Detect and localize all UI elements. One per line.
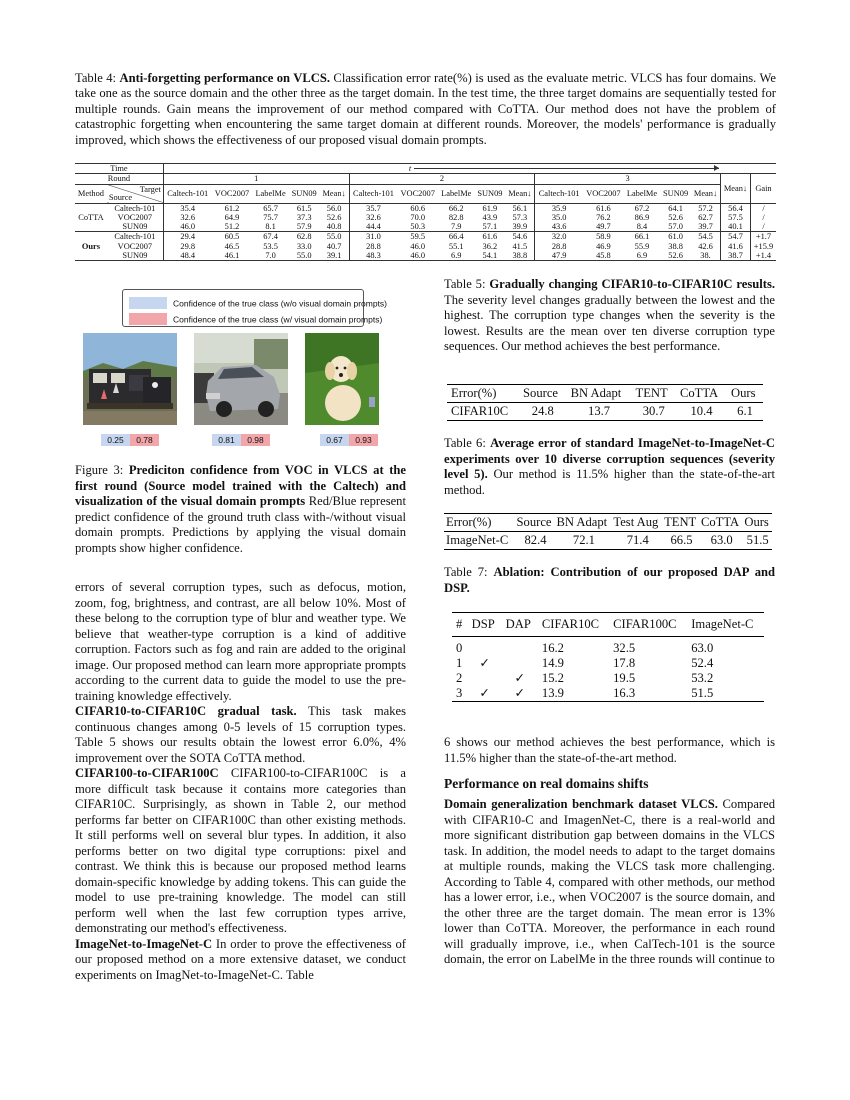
table-cell: 41.6 [721,242,751,251]
fig3-legend: Confidence of the true class (w/o visual domain prompts) Confidence of the true class (w/ visual domain prompts) [122,289,364,327]
table-cell: 61.6 [482,232,498,242]
table-cell: 8.4 [636,222,648,232]
table-cell: 16.2 [541,641,564,655]
confidence-wo-car: 0.81 [212,434,241,446]
table-cell: 46.1 [224,251,240,261]
table-cell: 40.1 [721,222,751,232]
table-cell: 54.1 [482,251,498,261]
confidence-wo-train: 0.25 [101,434,130,446]
table-cell: SUN09 [107,251,164,261]
table-cell: 62.8 [296,232,312,242]
table-cell [502,656,538,671]
table-cell [468,671,502,686]
table-cell: 56.4 [721,203,751,213]
table-cell: 55.1 [448,241,464,251]
table-cell: 67.2 [634,203,650,213]
table-cell: 29.4 [180,232,196,242]
table-cell: 63.0 [691,641,714,655]
confidence-wo-dog: 0.67 [320,434,349,446]
table-cell: Gain [755,183,772,193]
table-cell: 46.0 [410,251,426,261]
time-arrow [414,168,719,169]
table-row: ImageNet-C 82.4 72.1 71.4 66.5 63.0 51.5 [444,532,772,550]
confidence-w-train: 0.78 [130,434,159,446]
table-cell: Mean↓ [721,174,751,203]
arrow-head-icon [714,165,719,171]
table6 [444,513,772,550]
table-cell: 3 [535,174,721,184]
table-cell: 57.5 [721,213,751,222]
table-cell: 51.2 [224,222,240,232]
table-cell: 16.3 [613,686,636,700]
table-cell: ✓ [479,686,490,700]
paragraph: errors of several corruption types, such as defocus, motion, zoom, fog, brightness, and contrast, are all below 10%. Most of these belong to the corruption type of blur and weather type. We believe that weather-type corruption is a kind of additive corruption. Factors such as fog and rain are added to the original image. Our proposed method can learn more appropriate prompts according to the current data to guide the model to use the pre-training knowledge effectively. [75,580,406,703]
table-row [75,203,776,213]
table-cell: 75.7 [263,212,278,222]
table-cell: 32.5 [613,641,636,655]
legend-swatch-blue [129,297,167,309]
table-cell: LabelMe [441,188,472,198]
table-cell: 50.3 [410,222,426,232]
left-column-text [75,580,406,983]
table-cell: 48.4 [180,251,196,261]
table-cell: 65.7 [263,203,278,213]
table-cell: 0 [456,641,463,655]
confidence-w-car: 0.98 [241,434,270,446]
table-cell: 32.0 [551,232,567,242]
table-cell: 51.5 [691,686,714,700]
table-cell: 33.0 [296,241,312,251]
table-cell [502,637,538,657]
table-cell: 39.7 [691,222,720,232]
table-row [75,222,776,232]
table-cell: 61.9 [482,203,498,213]
table-cell: VOC2007 [214,188,250,198]
table-cell: VOC2007 [107,213,164,222]
table-cell: 13.9 [541,686,564,700]
table-cell: 36.2 [482,241,498,251]
table-cell: 55.0 [320,232,349,242]
table-cell: 64.9 [224,212,240,222]
table7-caption: Table 7: Ablation: Contribution of our proposed DAP and DSP. [444,565,775,595]
table-cell: 29.8 [180,241,196,251]
table-cell: 40.8 [320,222,349,232]
confidence-pair-car [212,434,270,446]
table-cell: 52.6 [668,251,683,261]
table-cell: SUN09 [477,188,503,198]
table-header-row: Error(%) Source BN Adapt Test Aug TENT CoTTA Ours [444,514,772,532]
table-cell: 46.5 [224,241,240,251]
table-cell [163,164,720,174]
table-cell: VOC2007 [107,242,164,251]
table-cell: 82.8 [448,212,464,222]
table-cell: 7.0 [265,251,276,261]
table4-caption: Table 4: Anti-forgetting performance on VLCS. Classification error rate(%) is used as the evaluate metric. VLCS has four domains. We take one as the source domain and the other three as the target domain. In the test time, the three target domains are sequentially tested for multiple rounds. Gain means the improvement of our method compared with CoTTA. Our method does not have the problem of catastrophic forgetting when encountering the same target domain at different rounds. Moreover, the models' performance is gradually improved, which shows the effectiveness of our proposed visual domain prompts. [75,71,776,147]
table-cell [468,637,502,657]
table-cell: 7.9 [451,222,462,232]
table-cell: 52.6 [668,212,683,222]
table-row [452,686,764,702]
table6-caption: Table 6: Average error of standard ImageNet-to-ImageNet-C experiments over 10 diverse corruption sequences (severity level 5). Our method is 11.5% higher than the state-of-the-art method. [444,436,776,497]
table-cell: 45.8 [596,251,611,261]
table-cell: 54.5 [691,232,720,242]
table-cell: 58.9 [596,232,611,242]
table-row [75,232,776,242]
table-cell: 6.9 [451,251,462,261]
table-cell: 61.0 [668,232,683,242]
table-cell: Mean↓ [320,184,349,203]
table-cell: 76.2 [596,212,611,222]
table-cell: 8.1 [265,222,276,232]
table-cell: 57.1 [482,222,498,232]
table-cell: ✓ [479,656,490,670]
paragraph: 6 shows our method achieves the best performance, which is 11.5% higher than the state-of-the-art method. [444,735,775,765]
table-cell: 60.5 [224,232,240,242]
table-cell: 66.2 [448,203,464,213]
table-cell: 52.6 [320,213,349,222]
source-label: Source [108,193,133,203]
right-column-text: Domain generalization benchmark dataset VLCS. Compared with CIFAR10-C and ImagenNet-C, there is a real-world and more significant distribution gap between domains in the VLCS task. In addition, the model needs to adapt to the target domains at multiple rounds, making the VLCS task more challenging. According to Table 4, compared with other methods, our method has a lower error, i.e., when VOC2007 is the source domain, and the other three are the target domain. The mean error is 13% lower than CoTTA. Moreover, the performance in each round will gradually improve, i.e., when CalTech-101 is the source domain, the error on LabelMe in the three rounds will continue to [444,797,775,966]
table-cell: VOC2007 [400,188,435,198]
table-cell: 57.3 [505,213,534,222]
table-cell: ✓ [514,686,526,700]
table-cell: 2 [349,174,535,184]
table-cell: 55.0 [296,251,312,261]
table-cell: Caltech-101 [167,188,209,198]
car-photo [194,333,288,425]
table-cell: 37.3 [296,212,312,222]
table-cell: Caltech-101 [352,188,394,198]
table-cell: 46.9 [596,241,611,251]
table-row [75,213,776,222]
table-cell: 35.0 [551,212,567,222]
table-cell: 43.6 [551,222,567,232]
table-cell: 46.0 [180,222,196,232]
table-cell: 28.8 [551,241,567,251]
table-cell: 6.9 [636,251,648,261]
table-cell: Ours [81,241,101,251]
table-cell: VOC2007 [586,188,621,198]
table-cell: 17.8 [613,656,636,670]
table-cell: 61.2 [224,203,240,213]
table-cell: 57.2 [691,203,720,213]
table-header-row: Error(%) Source BN Adapt TENT CoTTA Ours [447,385,763,403]
table-cell: / [762,222,765,232]
table-cell: 66.1 [634,232,650,242]
table-cell: 62.7 [691,213,720,222]
table-cell: Caltech-101 [538,188,580,198]
table4-time-row [75,164,776,174]
table-cell [721,164,751,174]
table-cell: 38.8 [505,251,534,261]
table-cell: 39.1 [320,251,349,261]
table-cell: 47.9 [551,251,567,261]
table-row [452,637,764,657]
table-cell: SUN09 [663,188,689,198]
table-cell: 56.1 [505,203,534,213]
table-cell: / [762,203,765,213]
table-cell: +15.9 [753,241,774,251]
table-cell: 59.5 [410,232,426,242]
table-cell: 43.9 [482,212,498,222]
table-cell: 54.6 [505,232,534,242]
table-cell: 19.5 [613,671,636,685]
table-cell: Time [75,164,163,174]
table-cell: 61.5 [296,203,312,213]
table7 [452,612,764,702]
table-cell: 38. [691,251,720,261]
table-cell: 31.0 [366,232,381,242]
table-cell: 60.6 [410,203,426,213]
table-cell: 46.0 [410,241,426,251]
table-cell: 55.9 [634,241,650,251]
table-cell: ✓ [514,671,526,685]
table-cell: 15.2 [541,671,564,685]
table-row [452,656,764,671]
table-cell: 64.1 [668,203,683,213]
table-cell: 44.4 [366,222,381,232]
table-cell: 1 [163,174,349,184]
table-cell: 32.6 [366,212,381,222]
table-header-row: # DSP DAP CIFAR10C CIFAR100C ImageNet-C [452,613,764,637]
table-cell: 38.7 [721,251,751,261]
table-cell: Round [75,174,163,184]
table-cell: 56.0 [320,203,349,213]
table-row [75,242,776,251]
table5 [447,384,763,421]
table4-header-row [75,184,776,203]
table-cell: 1 [456,656,463,670]
table-cell: 70.0 [410,212,426,222]
table-cell: 66.4 [448,232,464,242]
table-cell: 86.9 [634,212,650,222]
table-cell: 57.9 [296,222,312,232]
paragraph: CIFAR10-to-CIFAR10C gradual task. This task makes continuous changes among 0-5 levels of 15 corruption types. Table 5 shows our results obtain the lowest error 6.0%, 4% improvement over the SOTA CoTTA method. [75,704,406,765]
legend-swatch-red [129,313,167,325]
table-cell: 14.9 [541,656,564,670]
table-cell: +1.4 [755,251,772,261]
figure3-caption: Figure 3: Prediciton confidence from VOC in VLCS at the first round (Source model trained with the Caltech) and visualization of the visual domain prompts Red/Blue represent predict confidence of the ground truth class with-/without visual domain prompts. Predictions by applying the visual domain prompts show higher confidence. [75,463,407,555]
table-cell: 32.6 [180,212,196,222]
table-cell: 48.3 [366,251,381,261]
table5-caption: Table 5: Gradually changing CIFAR10-to-CIFAR10C results. The severity level changes gradually between the lowest and the highest. The corruption type changes when the severity is the lowest. Results are the mean over ten diverse corruption type sequences. Our method achieves the best performance. [444,277,775,353]
table-cell: 54.7 [721,232,751,242]
confidence-pair-train [101,434,159,446]
table-cell: 35.4 [180,203,196,213]
table-cell: 39.9 [505,222,534,232]
confidence-pair-dog [320,434,378,446]
table-cell: +1.7 [755,232,772,242]
target-label: Target [139,184,161,194]
table-cell: 57.0 [668,222,683,232]
table-cell: 40.7 [320,242,349,251]
confidence-w-dog: 0.93 [349,434,378,446]
table-cell: Method [77,188,104,198]
table-cell: 52.4 [691,656,714,670]
table-row [452,671,764,686]
table-cell: 53.5 [263,241,278,251]
table-cell: 35.7 [366,203,381,213]
table-cell: Caltech-101 [107,232,164,242]
section-heading: Performance on real domains shifts [444,776,649,791]
table-cell: 35.9 [551,203,567,213]
table-cell: Caltech-101 [107,203,164,213]
table-cell: 2 [456,671,463,685]
train-photo [83,333,177,425]
dog-photo [305,333,379,425]
table-cell: Mean↓ [505,184,534,203]
table-cell: LabelMe [626,188,658,198]
table-cell: 3 [456,686,463,700]
table-cell: 41.5 [505,242,534,251]
table-cell: Mean↓ [691,184,720,203]
table-cell: / [762,212,765,222]
paragraph: ImageNet-to-ImageNet-C In order to prove the effectiveness of our proposed method on a more extensive dataset, we conduct experiments on ImagNet-to-ImageNet-C. Table [75,936,406,982]
table4 [75,163,776,261]
table-cell: 53.2 [691,671,714,685]
right-column-text-top [444,735,775,766]
table-cell: 67.4 [263,232,278,242]
table-cell [107,184,164,203]
table-cell: CoTTA [78,212,104,222]
table-cell: SUN09 [291,188,317,198]
table-cell: 38.8 [668,241,683,251]
table-cell: 61.6 [596,203,611,213]
table-cell: SUN09 [107,222,164,232]
time-symbol: t [408,164,412,173]
table-row [75,251,776,261]
table-row: CIFAR10C 24.8 13.7 30.7 10.4 6.1 [447,403,763,421]
paragraph: CIFAR100-to-CIFAR100C CIFAR100-to-CIFAR100C is a more difficult task because it contains more categories than CIFAR10C. Surprisingly, as shown in Table 2, our method performs far better on CIFAR100C than other existing methods. It still performs well on several blur types. In addition, it also performs better on two digital type corruptions: pixel and contrast. We think this is because our proposed method learns domain-specific knowledge by adding tokens. This can guide the model to use pre-training knowledge. The model can still perform well when the last few corruption types arrive, demonstrating our method's effectiveness. [75,766,406,935]
table-cell: 49.7 [596,222,611,232]
table-cell: LabelMe [255,188,286,198]
table-cell: 42.6 [691,242,720,251]
table4-round-row [75,174,776,184]
table-cell: 28.8 [366,241,381,251]
